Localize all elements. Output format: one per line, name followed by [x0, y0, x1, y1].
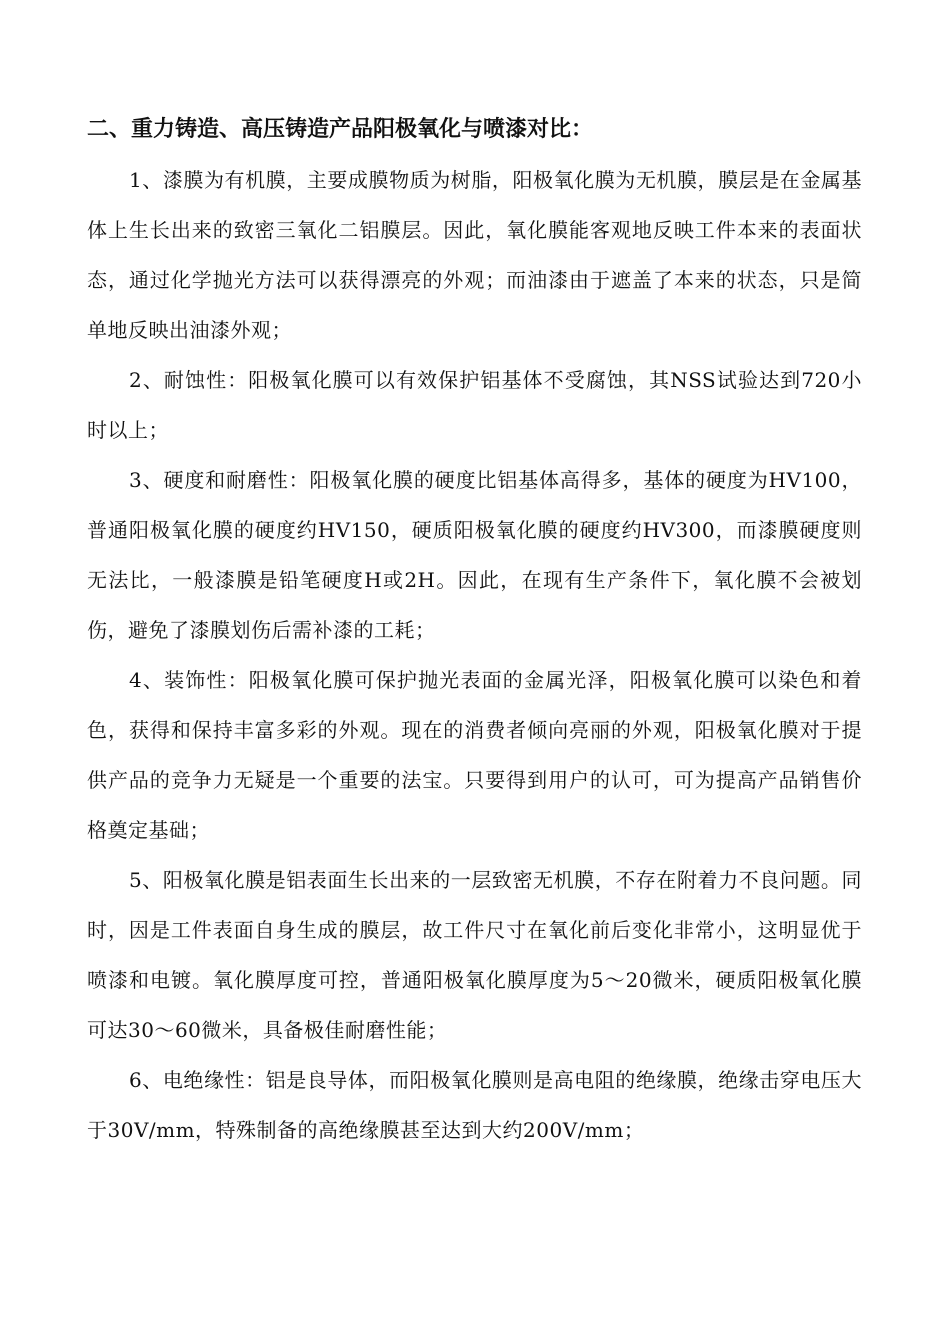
paragraph-paint-film: 1、漆膜为有机膜，主要成膜物质为树脂，阳极氧化膜为无机膜，膜层是在金属基体上生长出来的致密三氧化二铝膜层。因此，氧化膜能客观地反映工件本来的表面状态，通过化学抛光方法可以获得漂亮的外观；而油漆由于遮盖了本来的状态，只是简单地反映出油漆外观；	[87, 168, 862, 342]
paragraph-insulation: 6、电绝缘性：铝是良导体，而阳极氧化膜则是高电阻的绝缘膜，绝缘击穿电压大于30V/mm，特殊制备的高绝缘膜甚至达到大约200V/mm；	[87, 1068, 862, 1142]
paragraph-hardness: 3、硬度和耐磨性：阳极氧化膜的硬度比铝基体高得多，基体的硬度为HV100，普通阳极氧化膜的硬度约HV150，硬质阳极氧化膜的硬度约HV300，而漆膜硬度则无法比，一般漆膜是铅笔硬度H或2H。因此，在现有生产条件下，氧化膜不会被划伤，避免了漆膜划伤后需补漆的工耗；	[87, 468, 862, 642]
section-heading: 二、重力铸造、高压铸造产品阳极氧化与喷漆对比：	[87, 117, 594, 142]
paragraph-decorative: 4、装饰性：阳极氧化膜可保护抛光表面的金属光泽，阳极氧化膜可以染色和着色，获得和保持丰富多彩的外观。现在的消费者倾向亮丽的外观，阳极氧化膜对于提供产品的竞争力无疑是一个重要的法宝。只要得到用户的认可，可为提高产品销售价格奠定基础；	[87, 668, 862, 842]
document-body	[87, 155, 862, 1155]
paragraph-corrosion-resistance: 2、耐蚀性：阳极氧化膜可以有效保护铝基体不受腐蚀，其NSS试验达到720小时以上；	[87, 368, 862, 442]
paragraph-adhesion: 5、阳极氧化膜是铝表面生长出来的一层致密无机膜，不存在附着力不良问题。同时，因是工件表面自身生成的膜层，故工件尺寸在氧化前后变化非常小，这明显优于喷漆和电镀。氧化膜厚度可控，普通阳极氧化膜厚度为5～20微米，硬质阳极氧化膜可达30～60微米，具备极佳耐磨性能；	[87, 868, 862, 1042]
